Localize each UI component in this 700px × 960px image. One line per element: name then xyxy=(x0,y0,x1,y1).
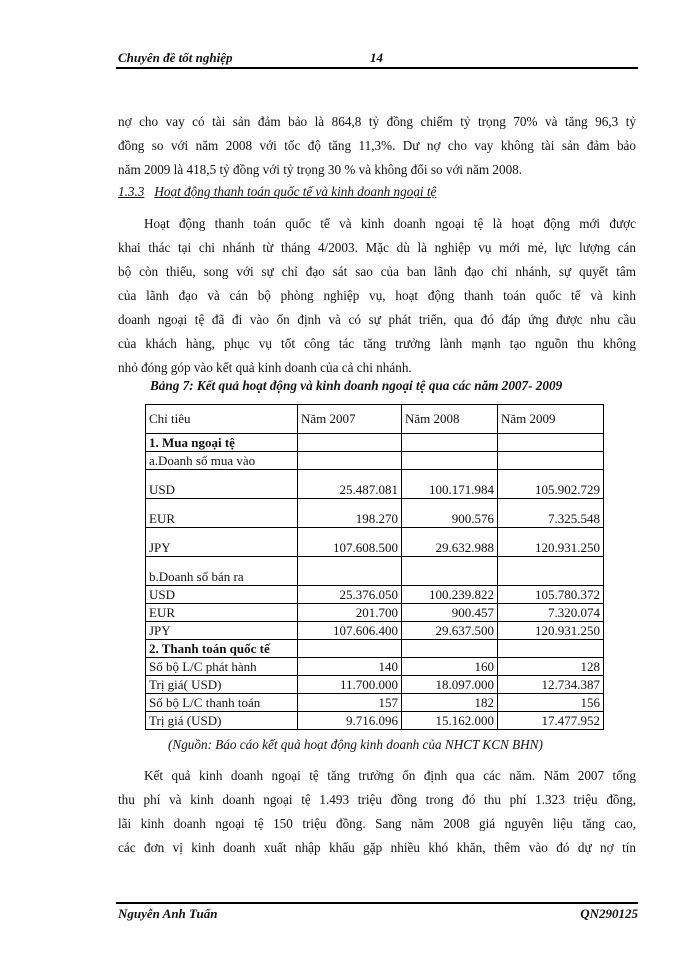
text-line: các đơn vị kinh doanh xuất nhập khẩu gặp nhiều khó khăn, thêm vào đó dự nợ tín xyxy=(118,840,636,855)
table-row xyxy=(146,712,604,730)
table-row xyxy=(146,640,604,658)
table-cell: 105.780.372 xyxy=(498,586,604,604)
table-cell: 128 xyxy=(498,658,604,676)
header-rule xyxy=(116,67,638,69)
text-line: lãi kinh doanh ngoại tệ 150 triệu đồng. Sang năm 2008 giá nguyên liệu tăng cao, xyxy=(118,816,636,831)
table-cell xyxy=(498,434,604,452)
table-row xyxy=(146,586,604,604)
table-caption: Bảng 7: Kết quả hoạt động và kinh doanh ngoại tệ qua các năm 2007- 2009 xyxy=(150,378,563,393)
table-cell xyxy=(402,640,498,658)
table-row xyxy=(146,470,604,499)
column-header: Năm 2009 xyxy=(498,405,604,434)
row-label: JPY xyxy=(146,622,298,640)
row-label: Trị giá (USD) xyxy=(146,712,298,730)
text-line: khai thác tại chi nhánh từ tháng 4/2003. Mặc dù là nghiệp vụ mới mẻ, lực lượng cán xyxy=(118,240,636,255)
table-cell: 18.097.000 xyxy=(402,676,498,694)
table-cell: 160 xyxy=(402,658,498,676)
page-number: 14 xyxy=(370,50,383,65)
table-cell: 29.632.988 xyxy=(402,528,498,557)
table-cell: 9.716.096 xyxy=(298,712,402,730)
text-line: Hoạt động thanh toán quốc tế và kinh doanh ngoại tệ là hoạt động mới được xyxy=(144,216,636,231)
paragraph-2 xyxy=(118,212,636,380)
table-cell: 201.700 xyxy=(298,604,402,622)
table-header-row xyxy=(146,405,604,434)
text-line: thu phí và kinh doanh ngoại tệ 1.493 triệu đồng trong đó thu phí 1.323 triệu đồng, xyxy=(118,792,636,807)
table-row xyxy=(146,434,604,452)
text-line: của khách hàng, phục vụ tốt công tác tăng trưởng lành mạnh tạo nguồn thu không xyxy=(118,336,636,351)
page-header xyxy=(118,50,638,68)
row-label: Trị giá( USD) xyxy=(146,676,298,694)
row-label: JPY xyxy=(146,528,298,557)
table-cell: 12.734.387 xyxy=(498,676,604,694)
table-cell: 15.162.000 xyxy=(402,712,498,730)
column-header: Chỉ tiêu xyxy=(146,405,298,434)
table-cell: 120.931.250 xyxy=(498,528,604,557)
table-cell: 140 xyxy=(298,658,402,676)
table-source: (Nguồn: Báo cáo kết quả hoạt động kinh doanh của NHCT KCN BHN) xyxy=(168,737,543,752)
table-cell: 100.171.984 xyxy=(402,470,498,499)
row-label: EUR xyxy=(146,499,298,528)
column-header: Năm 2007 xyxy=(298,405,402,434)
table-cell: 900.576 xyxy=(402,499,498,528)
table-cell: 182 xyxy=(402,694,498,712)
row-label: b.Doanh số bán ra xyxy=(146,557,298,586)
table-row xyxy=(146,452,604,470)
text-line: bộ còn thiếu, song với sự chỉ đạo sát sao của ban lãnh đạo chi nhánh, sự quyết tâm xyxy=(118,264,636,279)
table-row xyxy=(146,622,604,640)
table-row xyxy=(146,658,604,676)
table-row xyxy=(146,499,604,528)
table-cell: 100.239.822 xyxy=(402,586,498,604)
table-cell: 198.270 xyxy=(298,499,402,528)
header-title: Chuyên đề tốt nghiệp xyxy=(118,50,233,65)
table-cell: 105.902.729 xyxy=(498,470,604,499)
table-cell xyxy=(498,640,604,658)
table-row xyxy=(146,676,604,694)
table-cell: 107.606.400 xyxy=(298,622,402,640)
row-label: 2. Thanh toán quốc tế xyxy=(146,640,298,658)
text-line: nhỏ đóng góp vào kết quả kinh doanh của cả chi nhánh. xyxy=(118,360,412,375)
text-line: doanh ngoại tệ đã đi vào ổn định và có sự phát triển, qua đó đáp ứng được nhu cầu xyxy=(118,312,636,327)
section-number: 1.3.3 xyxy=(118,184,145,199)
table-cell xyxy=(498,557,604,586)
row-label: EUR xyxy=(146,604,298,622)
table-cell xyxy=(298,557,402,586)
table-cell: 156 xyxy=(498,694,604,712)
row-label: USD xyxy=(146,470,298,499)
row-label: USD xyxy=(146,586,298,604)
table-cell: 11.700.000 xyxy=(298,676,402,694)
section-title: Hoạt động thanh toán quốc tế và kinh doanh ngoại tệ xyxy=(154,184,437,199)
row-label: Số bộ L/C thanh toán xyxy=(146,694,298,712)
text-line: nợ cho vay có tài sản đảm bảo là 864,8 tỷ đồng chiếm tỷ trọng 70% và tăng 96,3 tỷ xyxy=(118,114,636,129)
table-cell xyxy=(298,434,402,452)
text-line: năm 2009 là 418,5 tỷ đồng với tỷ trọng 30 % và không đổi so với năm 2008. xyxy=(118,162,523,177)
footer-rule xyxy=(116,902,638,904)
table-cell: 107.608.500 xyxy=(298,528,402,557)
author-name: Nguyễn Anh Tuấn xyxy=(118,906,218,921)
table-cell: 17.477.952 xyxy=(498,712,604,730)
table-row xyxy=(146,557,604,586)
table-cell: 7.320.074 xyxy=(498,604,604,622)
table-row xyxy=(146,694,604,712)
table-row xyxy=(146,604,604,622)
table-cell xyxy=(298,452,402,470)
table-cell: 900.457 xyxy=(402,604,498,622)
column-header: Năm 2008 xyxy=(402,405,498,434)
table-cell: 25.487.081 xyxy=(298,470,402,499)
text-line: đồng so với năm 2008 với tốc độ tăng 11,3%. Dư nợ cho vay không tài sản đảm bảo xyxy=(118,138,636,153)
row-label: 1. Mua ngoại tệ xyxy=(146,434,298,452)
student-code: QN290125 xyxy=(580,906,638,921)
section-heading xyxy=(118,184,436,200)
row-label: Số bộ L/C phát hành xyxy=(146,658,298,676)
table-cell xyxy=(402,557,498,586)
row-label: a.Doanh số mua vào xyxy=(146,452,298,470)
table-cell: 157 xyxy=(298,694,402,712)
results-table xyxy=(145,404,604,730)
table-row xyxy=(146,528,604,557)
table-cell: 25.376.050 xyxy=(298,586,402,604)
table-cell: 7.325.548 xyxy=(498,499,604,528)
table-cell: 120.931.250 xyxy=(498,622,604,640)
paragraph-3 xyxy=(118,764,636,860)
page-footer xyxy=(118,906,638,924)
table-cell: 29.637.500 xyxy=(402,622,498,640)
table-cell xyxy=(498,452,604,470)
table-cell xyxy=(298,640,402,658)
table-cell xyxy=(402,452,498,470)
paragraph-1 xyxy=(118,110,636,182)
text-line: của lãnh đạo và cán bộ phòng nghiệp vụ, hoạt động thanh toán quốc tế và kinh xyxy=(118,288,636,303)
table-cell xyxy=(402,434,498,452)
text-line: Kết quả kinh doanh ngoại tệ tăng trưởng ổn định qua các năm. Năm 2007 tổng xyxy=(144,768,636,783)
